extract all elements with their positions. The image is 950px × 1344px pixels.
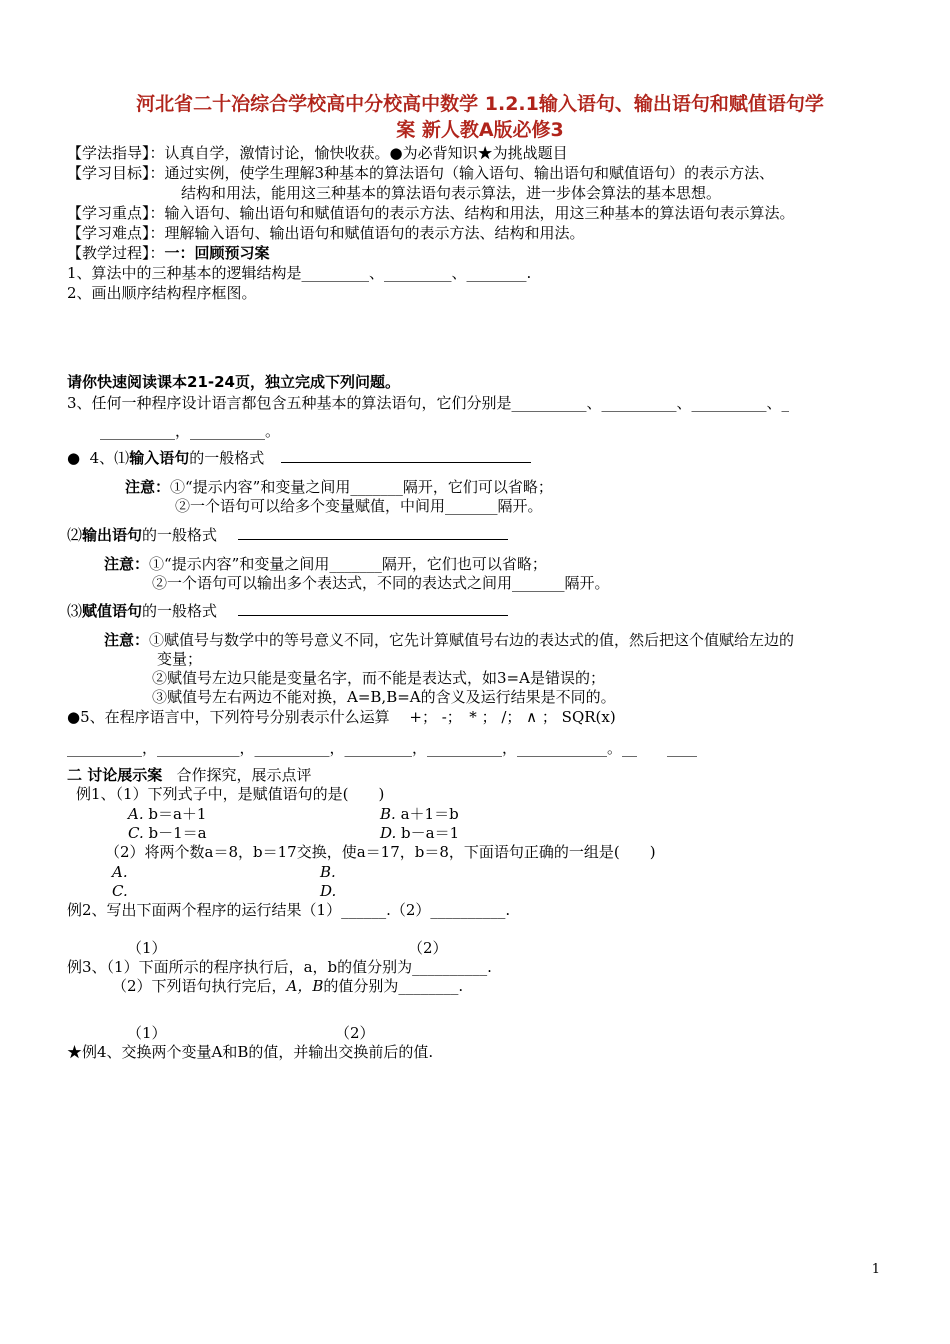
ex3-2-tail: 的值分别为________. <box>323 977 464 995</box>
question-5-blanks: __________，___________，__________，_________，__________，____________。__ ____ <box>67 739 698 757</box>
option-b-label: B. <box>380 805 396 823</box>
option-d-text: b－a＝1 <box>401 824 460 842</box>
output-statement-label: 输出语句 <box>82 526 143 544</box>
note-1b: ②一个语句可以给多个变量赋值，中间用_______隔开。 <box>175 497 543 515</box>
option-c-2: C. <box>112 882 128 900</box>
process-text: 一：回顾预习案 <box>164 244 270 262</box>
title-line-2: 案 新人教A版必修3 <box>396 119 564 141</box>
guide-line <box>67 144 568 163</box>
option-a-2: A. <box>112 863 128 881</box>
option-c-text: b－1＝a <box>148 824 207 842</box>
option-a-label: A. <box>128 805 144 823</box>
ex3-2-vars: A，B <box>286 977 324 995</box>
option-a-text: b＝a＋1 <box>148 805 207 823</box>
difficult-line <box>67 224 585 243</box>
option-d-label: D. <box>380 824 397 842</box>
note-3a-text: ①赋值号与数学中的等号意义不同，它先计算赋值号右边的表达式的值，然后把这个值赋给左边的 <box>149 631 795 649</box>
title-line-1: 河北省二十冶综合学校高中分校高中数学 1.2.1输入语句、输出语句和赋值语句学 <box>136 93 824 115</box>
q4-2-prefix: ⑵ <box>67 526 83 544</box>
note-3a <box>104 631 794 650</box>
q4-assign-line <box>67 602 508 621</box>
key-line <box>67 204 795 223</box>
ex3-2-text: （2）下列语句执行完后， <box>112 977 287 995</box>
note-label: 注意： <box>104 555 150 573</box>
note-1a <box>125 478 553 497</box>
note-3c: ③赋值号左右两边不能对换，A=B,B=A的含义及运行结果是不同的。 <box>152 688 616 706</box>
guide-text: 认真自学，激情讨论，愉快收获。●为必背知识★为挑战题目 <box>164 144 568 162</box>
program-1-label: （1） <box>127 939 167 957</box>
q4-3-suffix: 的一般格式 <box>142 602 218 620</box>
format-blank <box>238 539 508 540</box>
q4-input-line <box>67 449 531 468</box>
q4-prefix: 4、⑴ <box>89 449 130 467</box>
preview-q1: 1、算法中的三种基本的逻辑结构是_________、_________、________. <box>67 264 532 282</box>
key-text: 输入语句、输出语句和赋值语句的表示方法、结构和用法，用这三种基本的算法语句表示算法。 <box>164 204 795 222</box>
preview-q2: 2、画出顺序结构程序框图。 <box>67 284 257 302</box>
note-1a-text: ①“提示内容”和变量之间用_______隔开，它们可以省略； <box>170 478 553 496</box>
goal-label: 【学习目标】： <box>67 164 165 182</box>
process-label: 【教学过程】： <box>67 244 165 262</box>
option-d <box>380 824 459 843</box>
program-2-label-b: （2） <box>335 1024 375 1042</box>
goal-line-2: 结构和用法，能用这三种基本的算法语句表示算法，进一步体会算法的基本思想。 <box>181 184 722 202</box>
goal-line <box>67 164 774 183</box>
section-heading: 二 讨论展示案 <box>67 766 163 784</box>
example-1: 例1、（1）下列式子中，是赋值语句的是( ) <box>76 785 385 803</box>
option-b-2: B. <box>320 863 336 881</box>
guide-label: 【学法指导】： <box>67 144 165 162</box>
option-c <box>128 824 207 843</box>
option-d-2: D. <box>320 882 337 900</box>
option-a <box>128 805 206 824</box>
format-blank <box>238 615 508 616</box>
difficult-text: 理解输入语句、输出语句和赋值语句的表示方法、结构和用法。 <box>164 224 585 242</box>
page-number: 1 <box>871 1262 880 1277</box>
q4-2-suffix: 的一般格式 <box>142 526 218 544</box>
section-sub: 合作探究，展示点评 <box>176 766 312 784</box>
note-2a-text: ①“提示内容”和变量之间用_______隔开，它们也可以省略； <box>149 555 547 573</box>
option-b <box>380 805 459 824</box>
program-1-label-b: （1） <box>127 1024 167 1042</box>
example-2: 例2、写出下面两个程序的运行结果（1）______.（2）__________. <box>67 901 511 919</box>
q4-3-prefix: ⑶ <box>67 602 83 620</box>
question-3-line-1: 3、任何一种程序设计语言都包含五种基本的算法语句，它们分别是__________、__________、__________、_ <box>67 394 790 412</box>
note-3a-cont: 变量； <box>157 650 203 668</box>
bullet-icon: ● <box>67 449 81 467</box>
document-title <box>60 91 900 143</box>
example-3-part-2 <box>112 977 463 996</box>
input-statement-label: 输入语句 <box>129 449 190 467</box>
option-b-text: a＋1＝b <box>400 805 459 823</box>
process-line <box>67 244 270 263</box>
q4-suffix: 的一般格式 <box>189 449 265 467</box>
note-label: 注意： <box>104 631 150 649</box>
assign-statement-label: 赋值语句 <box>82 602 143 620</box>
question-3-line-2: __________，__________。 <box>100 422 281 440</box>
note-label: 注意： <box>125 478 171 496</box>
section-2-heading <box>67 766 312 785</box>
format-blank <box>281 462 531 463</box>
q4-output-line <box>67 526 508 545</box>
note-2a <box>104 555 547 574</box>
example-4: ★例4、交换两个变量A和B的值，并输出交换前后的值. <box>67 1043 434 1061</box>
question-5: ●5、在程序语言中，下列符号分别表示什么运算 +； -； * ； /； ∧ ； SQR(x) <box>67 708 616 726</box>
reading-instruction: 请你快速阅读课本21-24页，独立完成下列问题。 <box>67 373 400 391</box>
key-label: 【学习重点】： <box>67 204 165 222</box>
note-2b: ②一个语句可以输出多个表达式，不同的表达式之间用_______隔开。 <box>152 574 610 592</box>
program-2-label: （2） <box>408 939 448 957</box>
example-1-part-2: （2）将两个数a＝8，b＝17交换，使a＝17，b＝8，下面语句正确的一组是( ) <box>105 843 656 861</box>
difficult-label: 【学习难点】： <box>67 224 165 242</box>
note-3b: ②赋值号左边只能是变量名字，而不能是表达式，如3=A是错误的； <box>152 669 605 687</box>
option-c-label: C. <box>128 824 144 842</box>
goal-text-1: 通过实例，使学生理解3种基本的算法语句（输入语句、输出语句和赋值语句）的表示方法、 <box>164 164 775 182</box>
example-3: 例3、（1）下面所示的程序执行后，a，b的值分别为__________. <box>67 958 492 976</box>
